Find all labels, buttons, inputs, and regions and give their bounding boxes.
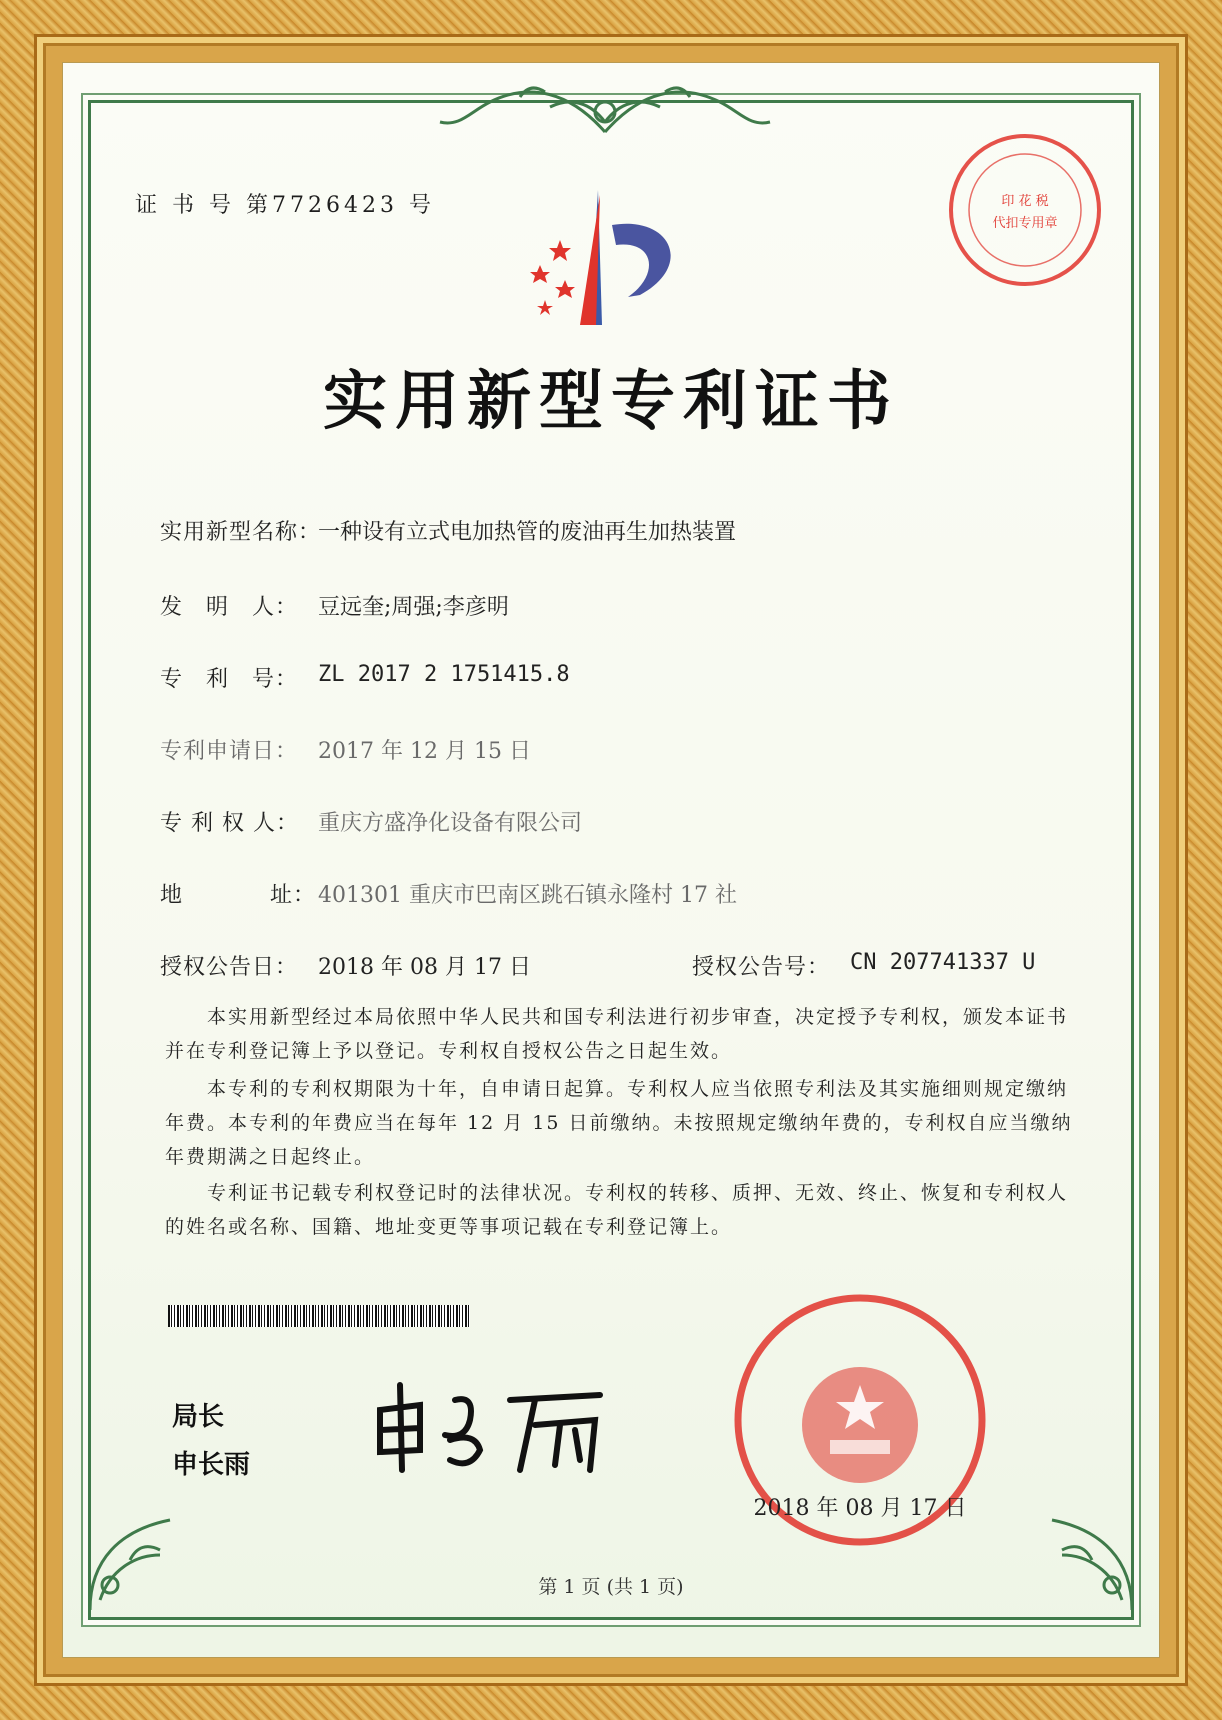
inventor-value: 豆远奎;周强;李彦明 bbox=[318, 595, 509, 620]
director-title: 局长 bbox=[172, 1402, 225, 1432]
grant-date-label: 授权公告日： bbox=[160, 955, 299, 980]
holder-value: 重庆方盛净化设备有限公司 bbox=[318, 811, 583, 836]
body-paragraph: 本专利的专利权期限为十年，自申请日起算。专利权人应当依照专利法及其实施细则规定缴纳年费。本专利的年费应当在每年 12 月 15 日前缴纳。未按照规定缴纳年费的，专利权自应当缴纳年费期满之日起终止。 bbox=[165, 1078, 1073, 1168]
handwritten-signature bbox=[360, 1370, 620, 1480]
barcode bbox=[168, 1305, 470, 1327]
corner-ornament-icon bbox=[80, 1500, 200, 1620]
grant-no-value: CN 207741337 U bbox=[850, 950, 1036, 975]
name-label: 实用新型名称： bbox=[160, 520, 322, 545]
grant-date-value: 2018 年 08 月 17 日 bbox=[318, 955, 531, 980]
body-paragraph: 本实用新型经过本局依照中华人民共和国专利法进行初步审查，决定授予专利权，颁发本证书并在专利登记簿上予以登记。专利权自授权公告之日起生效。 bbox=[165, 1006, 1069, 1062]
apply-date-value: 2017 年 12 月 15 日 bbox=[318, 739, 531, 764]
patent-no-label: 专 利 号： bbox=[160, 667, 299, 692]
page-indicator: 第 1 页 (共 1 页) bbox=[538, 1576, 684, 1598]
inventor-label: 发 明 人： bbox=[160, 595, 299, 620]
svg-text:印 花 税: 印 花 税 bbox=[1001, 194, 1049, 209]
patent-office-emblem-icon bbox=[520, 185, 700, 330]
svg-text:代扣专用章: 代扣专用章 bbox=[992, 216, 1058, 231]
top-ornament-icon bbox=[420, 72, 790, 142]
patent-no-value: ZL 2017 2 1751415.8 bbox=[318, 662, 570, 687]
apply-date-label: 专利申请日： bbox=[160, 739, 299, 764]
director-name: 申长雨 bbox=[172, 1450, 251, 1480]
certificate-number: 证 书 号 第7726423 号 bbox=[135, 193, 435, 218]
grant-no-label: 授权公告号： bbox=[692, 955, 831, 980]
name-value: 一种设有立式电加热管的废油再生加热装置 bbox=[318, 520, 737, 545]
address-value: 401301 重庆市巴南区跳石镇永隆村 17 社 bbox=[318, 883, 737, 908]
corner-ornament-icon bbox=[1022, 1500, 1142, 1620]
page-title: 实用新型专利证书 bbox=[323, 365, 899, 439]
address-label-a: 地 bbox=[160, 883, 184, 908]
address-label-b: 址： bbox=[270, 883, 317, 908]
tax-seal-stamp bbox=[945, 130, 1105, 290]
body-paragraph: 专利证书记载专利权登记时的法律状况。专利权的转移、质押、无效、终止、恢复和专利权人的姓名或名称、国籍、地址变更等事项记载在专利登记簿上。 bbox=[165, 1182, 1069, 1238]
sipo-seal-stamp bbox=[730, 1290, 990, 1550]
svg-text:2018 年 08 月 17 日: 2018 年 08 月 17 日 bbox=[753, 1496, 967, 1521]
holder-label: 专 利 权 人： bbox=[160, 811, 299, 836]
